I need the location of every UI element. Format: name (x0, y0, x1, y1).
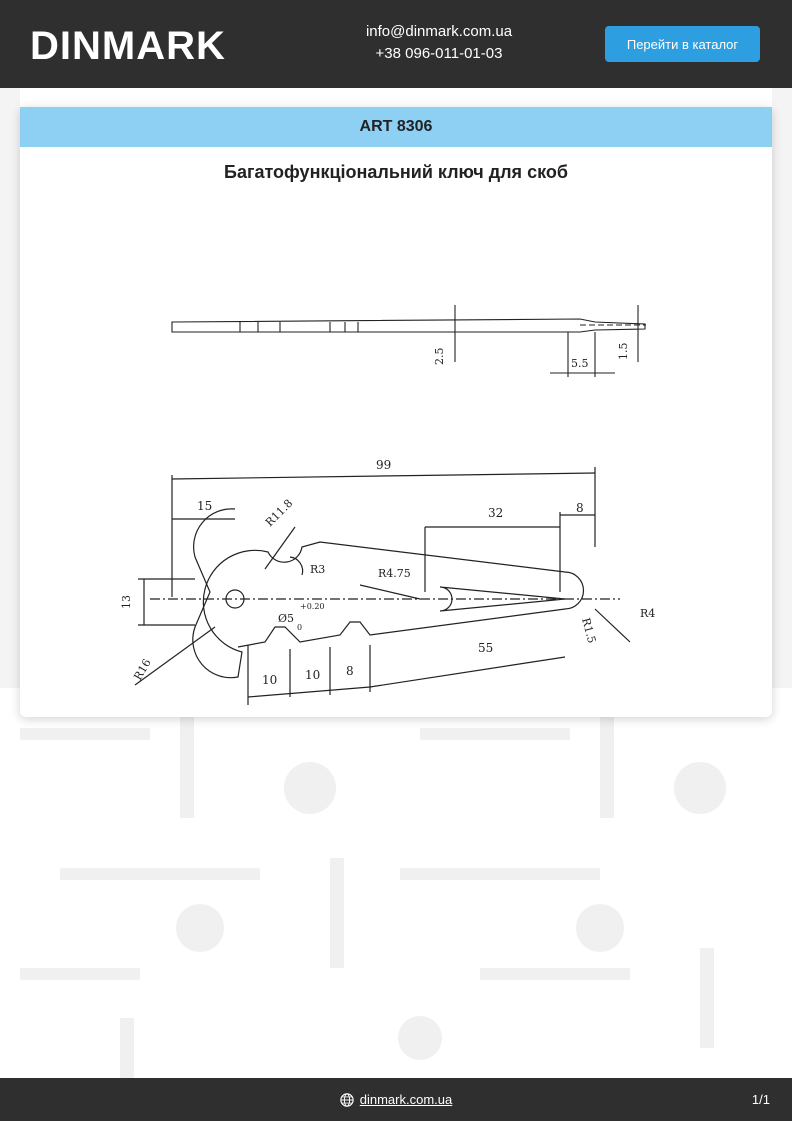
page-footer (0, 1078, 792, 1121)
dinmark-logo[interactable] (30, 24, 274, 68)
dim-15: 15 (197, 499, 213, 513)
go-to-catalog-button[interactable]: Перейти в каталог (605, 26, 760, 62)
dim-tolerance-upper: +0.20 (300, 602, 325, 611)
dim-10-a: 10 (262, 673, 278, 687)
svg-text:DINMARK: DINMARK (30, 24, 226, 68)
dim-1-5: 1.5 (617, 342, 630, 360)
dim-8-top: 8 (576, 501, 584, 515)
page-number: 1/1 (751, 1092, 770, 1107)
dim-r11-8: R11.8 (262, 496, 296, 530)
dim-99: 99 (376, 458, 392, 472)
technical-drawing (20, 197, 772, 687)
page-header (0, 0, 792, 88)
website-link[interactable] (0, 1078, 792, 1121)
product-title: Багатофункціональний ключ для скоб (224, 162, 568, 182)
dim-r16: R16 (131, 656, 154, 683)
website-link-text[interactable]: dinmark.com.ua (359, 1092, 453, 1107)
dim-13: 13 (120, 595, 133, 609)
art-number: ART 8306 (20, 107, 772, 147)
dim-tolerance-lower: 0 (297, 623, 303, 632)
dim-r4-75: R4.75 (378, 567, 411, 580)
dim-32: 32 (488, 506, 504, 520)
phone-link[interactable]: +38 096-011-01-03 (375, 45, 503, 62)
product-card (20, 107, 772, 717)
dim-8-bottom: 8 (346, 664, 354, 678)
dim-r3: R3 (310, 563, 326, 576)
side-view-dims (433, 343, 630, 371)
dim-r1-5: R1.5 (579, 616, 599, 645)
email-link[interactable]: info@dinmark.com.ua (365, 23, 513, 40)
front-view-dims (120, 458, 655, 687)
dim-phi5: Ø5 (278, 612, 295, 625)
dim-10-b: 10 (305, 668, 321, 682)
dim-r4: R4 (640, 607, 656, 620)
dim-5-5: 5.5 (571, 357, 589, 370)
contact-info (330, 21, 548, 65)
globe-icon (340, 1093, 354, 1107)
dim-2-5: 2.5 (433, 347, 446, 365)
dim-55: 55 (478, 641, 494, 655)
